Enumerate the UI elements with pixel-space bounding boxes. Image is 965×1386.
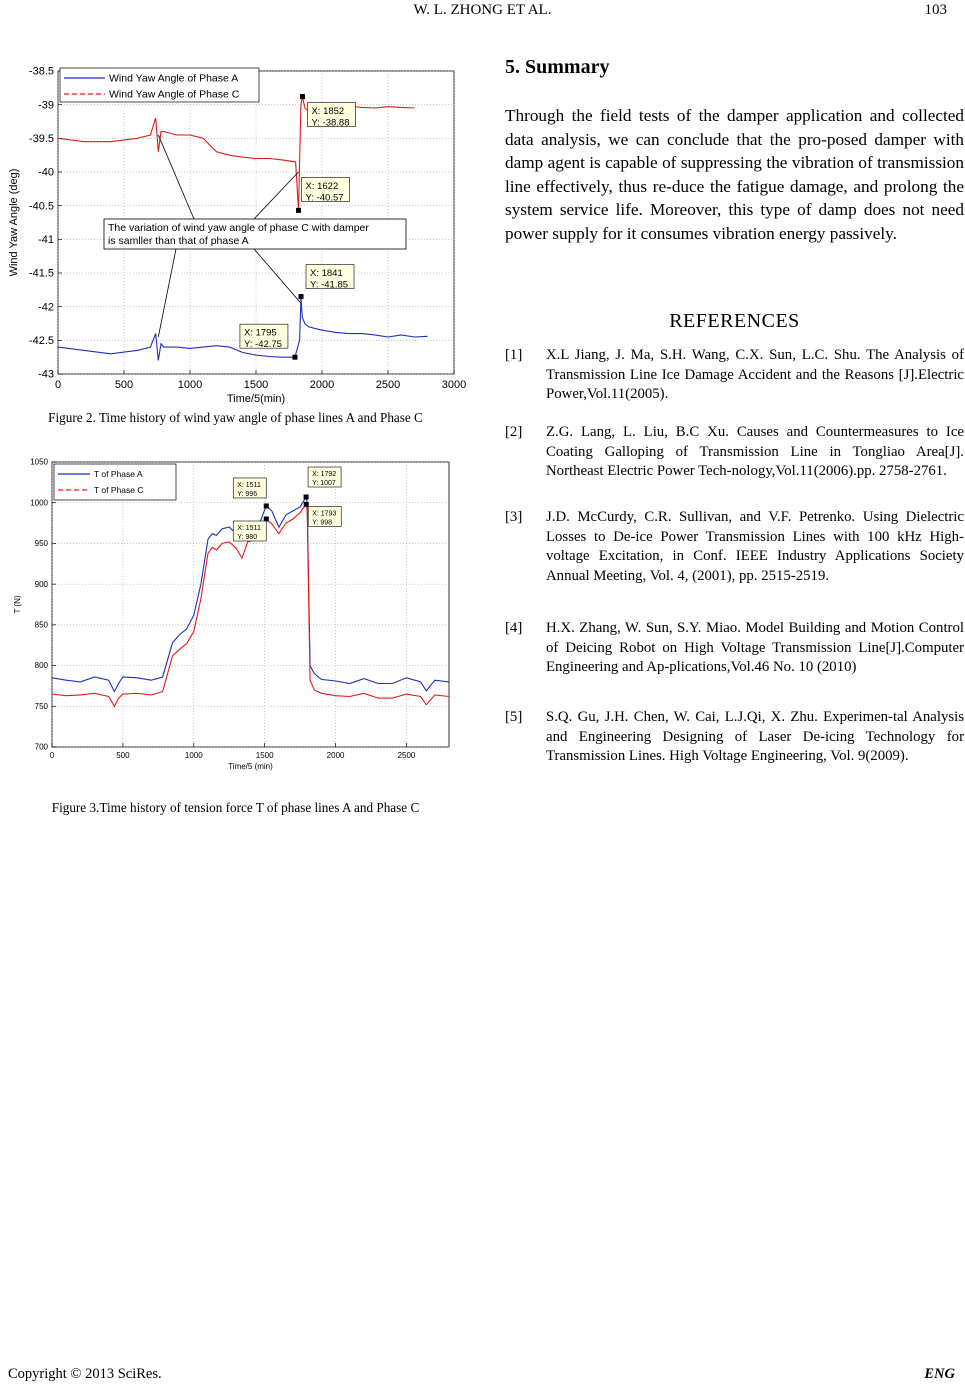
reference-text: S.Q. Gu, J.H. Chen, W. Cai, L.J.Qi, X. Zhu. Experimen-tal Analysis and Engineering Designing of Laser De-icing Technology for Transmission Lines. High Voltage Engineering, Vol. 9(2009). [546, 709, 964, 764]
datatip-marker [300, 94, 305, 99]
x-tick-label: 2000 [326, 751, 345, 760]
summary-paragraph: Through the field tests of the damper application and collected data analysis, we can conclude that the pro-posed damper with damp agent is capable of suppressing the vibration of transmission line effectively, thus re-duce the fatigue damage, and prolong the system service life. Moreover, this type of damp does not need power supply for it consumes vibration energy passively. [505, 106, 964, 243]
reference-item [505, 423, 964, 482]
y-tick-label: -41 [38, 234, 54, 246]
x-tick-label: 1000 [177, 379, 203, 391]
x-tick-label: 500 [114, 379, 134, 391]
x-tick-label: 0 [49, 751, 55, 760]
section-title: 5. Summary [505, 56, 610, 78]
datatip-y: Y: 1007 [312, 480, 336, 488]
datatip-x: X: 1511 [237, 481, 261, 489]
datatip-y: Y: 996 [237, 490, 258, 498]
reference-number: [1] [505, 347, 523, 363]
running-header: W. L. ZHONG ET AL. [413, 2, 552, 18]
figure-2-caption: Figure 2. Time history of wind yaw angle of phase lines A and Phase C [48, 410, 423, 425]
datatip-marker [296, 208, 301, 213]
datatip-x: X: 1852 [311, 106, 345, 118]
y-tick-label: -42 [38, 301, 54, 314]
reference-text: H.X. Zhang, W. Sun, S.Y. Miao. Model Building and Motion Control of Deicing Robot on High Voltage Transmission Line[J].Computer Engineering and Ap-plications,Vol.46 No. 10 (2010) [546, 620, 964, 675]
datatip-y: Y: 998 [312, 519, 333, 527]
y-tick-label: -41.5 [28, 267, 54, 280]
reference-number: [4] [505, 620, 523, 636]
x-tick-label: 0 [54, 379, 62, 391]
x-tick-label: 2500 [375, 379, 401, 391]
reference-text: J.D. McCurdy, C.R. Sullivan, and V.F. Petrenko. Using Dielectric Losses to De-ice Power Transmission Lines with 100 kHz High-voltage Excitation, in Conf. IEEE Industry Applications Society Annual Meeting, Vol. 4, (2001), pp. 2515-2519. [546, 509, 964, 584]
y-tick-label: 950 [34, 539, 48, 549]
datatip-y: Y: 980 [237, 534, 258, 541]
x-tick-label: 2500 [397, 751, 416, 760]
reference-text: X.L Jiang, J. Ma, S.H. Wang, C.X. Sun, L.C. Shu. The Analysis of Transmission Line Ice Damage Accident and the Reasons [J].Electric Power,Vol.11(2005). [546, 347, 964, 402]
y-tick-label: 900 [34, 579, 48, 589]
x-axis-label: Time/5(min) [226, 393, 286, 405]
datatip-x: X: 1511 [237, 525, 261, 532]
x-tick-label: 3000 [441, 379, 467, 391]
reference-item [505, 708, 964, 767]
datatip-y: Y: -40.57 [305, 192, 344, 204]
datatip-y: Y: -38.88 [311, 117, 350, 129]
y-tick-label: 1050 [30, 457, 48, 467]
y-tick-label: -43 [38, 368, 54, 381]
x-tick-label: 1500 [255, 751, 274, 760]
y-tick-label: -40 [38, 166, 54, 179]
datatip-x: X: 1792 [312, 471, 337, 479]
plot-area [52, 462, 449, 747]
y-tick-label: -39 [38, 99, 54, 112]
y-tick-label: -40.5 [28, 200, 54, 213]
legend-label: Wind Yaw Angle of Phase A [109, 72, 239, 85]
x-axis-label: Time/5 (min) [228, 762, 273, 771]
y-tick-label: 1000 [30, 498, 48, 508]
x-tick-label: 2000 [309, 379, 335, 391]
figure-3-chart [12, 455, 460, 800]
datatip-x: X: 1622 [305, 180, 339, 192]
datatip-marker [299, 294, 304, 299]
reference-number: [2] [505, 424, 523, 440]
datatip-x: X: 1795 [243, 327, 277, 339]
x-tick-label: 1500 [243, 379, 269, 391]
annotation-text-line: The variation of wind yaw angle of phase C with damper [108, 222, 369, 234]
y-tick-label: -38.5 [28, 65, 54, 78]
footer-journal: ENG [924, 1366, 955, 1382]
reference-number: [3] [505, 509, 523, 525]
reference-item [505, 508, 964, 586]
page-number: 103 [924, 2, 947, 18]
footer-copyright: Copyright © 2013 SciRes. [8, 1366, 162, 1382]
y-axis-label: Wind Yaw Angle (deg) [8, 168, 20, 277]
datatip-x: X: 1841 [310, 268, 343, 280]
legend-label: T of Phase C [94, 484, 144, 495]
figure-3-caption: Figure 3.Time history of tension force T of phase lines A and Phase C [51, 800, 420, 815]
x-tick-label: 1000 [184, 751, 203, 760]
datatip-x: X: 1793 [312, 510, 337, 518]
reference-text: Z.G. Lang, L. Liu, B.C Xu. Causes and Countermeasures to Ice Coating Galloping of Transmission Line in Tongliao Area[J]. Northeast Electric Power Tech-nology,Vol.11(2006).pp. 2758-2761. [546, 424, 964, 479]
legend-label: T of Phase A [94, 468, 143, 479]
y-tick-label: 850 [34, 620, 48, 630]
reference-item [505, 619, 964, 678]
reference-number: [5] [505, 709, 523, 725]
x-tick-label: 500 [116, 751, 130, 760]
figure-2-chart [8, 60, 467, 405]
datatip-marker [292, 355, 297, 360]
datatip-y: Y: -41.85 [310, 279, 349, 291]
y-tick-label: -42.5 [28, 335, 54, 347]
reference-item [505, 346, 964, 405]
y-axis-label: T (N) [13, 595, 22, 614]
references-heading: REFERENCES [669, 310, 800, 332]
y-tick-label: 700 [34, 742, 48, 752]
annotation-text-line: is samller than that of phase A [108, 235, 249, 247]
datatip-marker [304, 495, 309, 500]
legend-label: Wind Yaw Angle of Phase C [109, 88, 240, 101]
datatip-y: Y: -42.75 [243, 339, 282, 351]
datatip-marker [264, 503, 269, 508]
y-tick-label: 800 [34, 661, 48, 671]
y-tick-label: -39.5 [28, 133, 54, 145]
y-tick-label: 750 [34, 701, 48, 711]
